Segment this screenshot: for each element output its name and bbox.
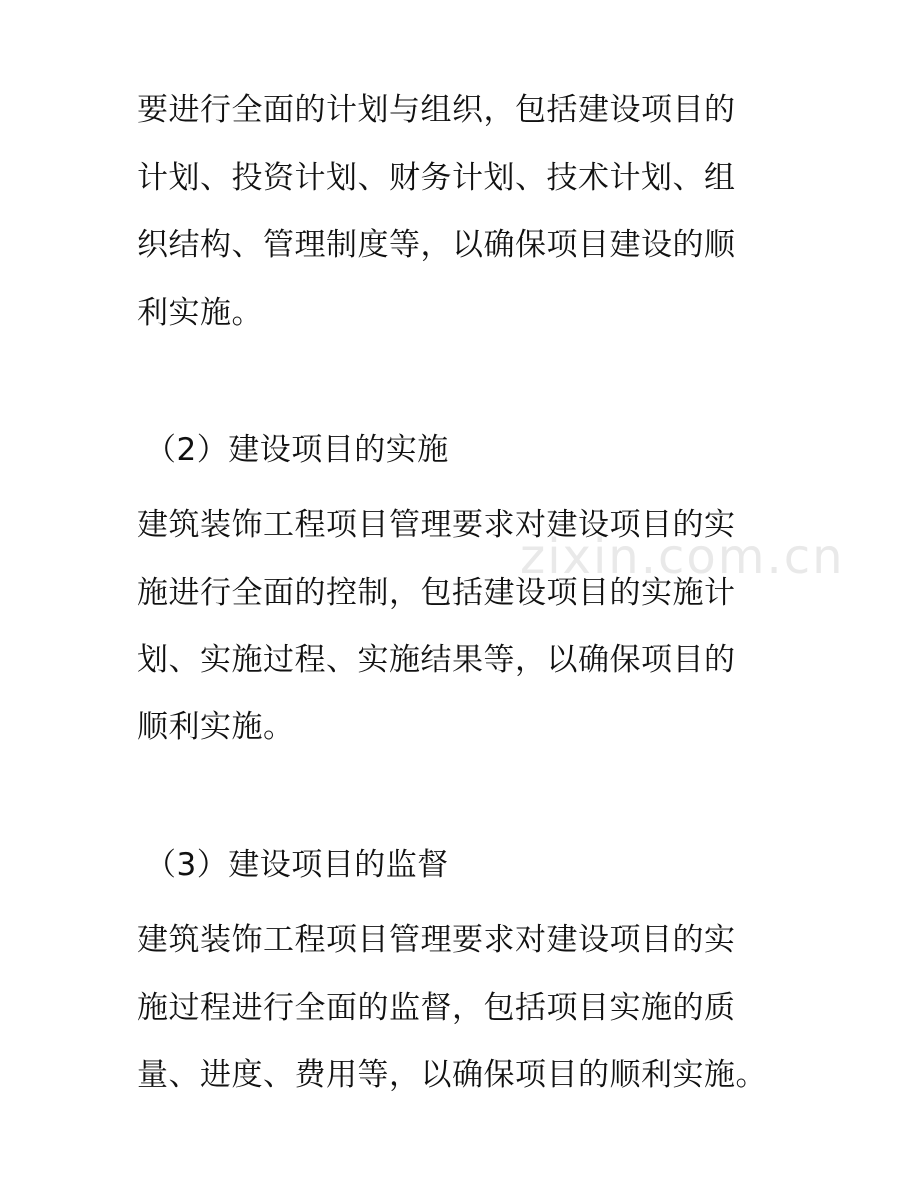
section-heading-3: （3）建设项目的监督 [145,847,449,883]
paragraph-1-line-2: 计划、投资计划、财务计划、技术计划、组 [137,160,736,196]
paragraph-3-line-3: 量、进度、费用等，以确保项目的顺利实施。 [137,1057,767,1093]
paragraph-1-line-4: 利实施。 [137,295,263,331]
paragraph-3-line-2: 施过程进行全面的监督，包括项目实施的质 [137,990,736,1026]
paragraph-1-line-1: 要进行全面的计划与组织，包括建设项目的 [137,92,736,128]
paragraph-1-line-3: 织结构、管理制度等，以确保项目建设的顺 [137,227,736,263]
paragraph-2-line-3: 划、实施过程、实施结果等，以确保项目的 [137,642,736,678]
paragraph-3-line-1: 建筑装饰工程项目管理要求对建设项目的实 [137,922,736,958]
paragraph-2-line-1: 建筑装饰工程项目管理要求对建设项目的实 [137,507,736,543]
watermark: zixin.com.cn [520,529,845,585]
paragraph-2-line-2: 施进行全面的控制，包括建设项目的实施计 [137,575,736,611]
paragraph-2-line-4: 顺利实施。 [137,709,295,745]
section-heading-2: （2）建设项目的实施 [145,432,449,468]
